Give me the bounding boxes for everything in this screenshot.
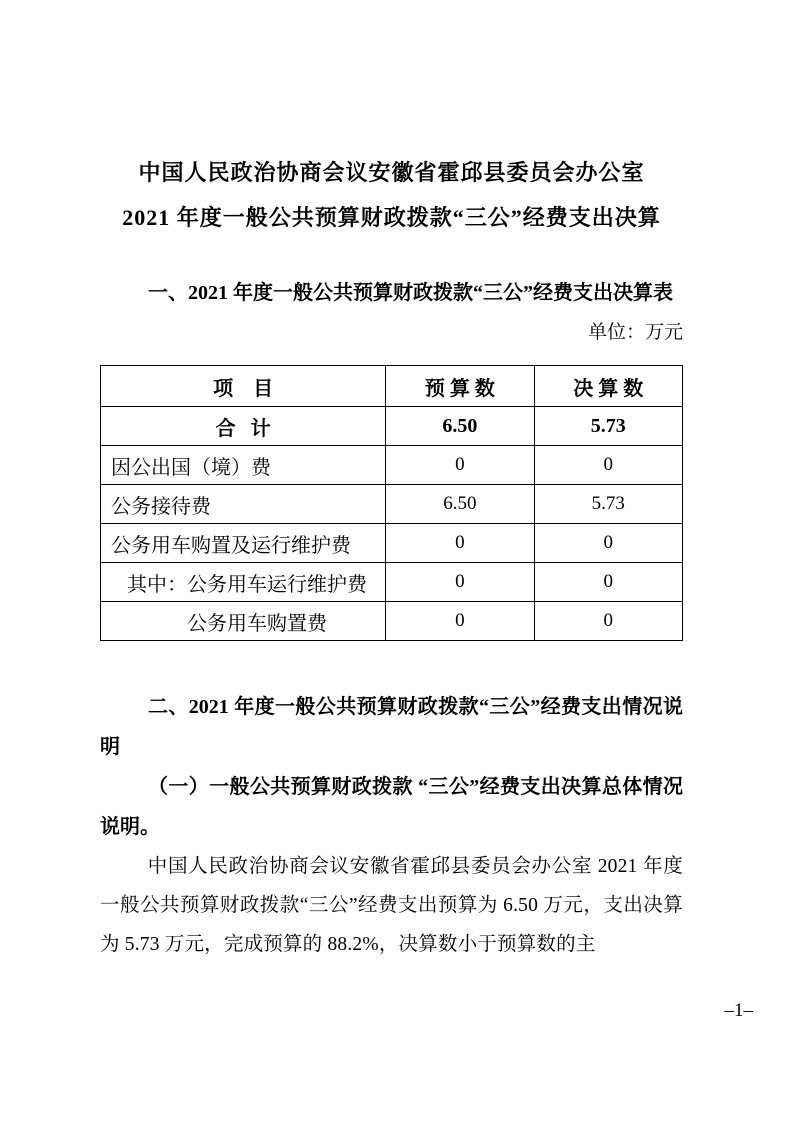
cell-budget: 0	[386, 602, 534, 641]
table-row-vehicle-operation	[101, 563, 683, 602]
title-line-2: 2021 年度一般公共预算财政拨款“三公”经费支出决算	[122, 205, 661, 230]
table-row-vehicle	[101, 524, 683, 563]
table-row-vehicle-purchase	[101, 602, 683, 641]
cell-item: 公务接待费	[101, 485, 386, 524]
page-number: –1–	[724, 1000, 753, 1021]
cell-item: 因公出国（境）费	[101, 446, 386, 485]
column-header-final: 决 算 数	[534, 366, 682, 407]
table-row-reception	[101, 485, 683, 524]
column-header-item: 项 目	[101, 366, 386, 407]
expense-table	[100, 365, 683, 641]
title-line-1: 中国人民政治协商会议安徽省霍邱县委员会办公室	[138, 160, 645, 185]
cell-item: 公务用车购置及运行维护费	[101, 524, 386, 563]
section2-heading: 二、2021 年度一般公共预算财政拨款“三公”经费支出情况说明	[100, 696, 683, 758]
cell-item: 公务用车购置费	[101, 602, 386, 641]
section2-subheading: （一）一般公共预算财政拨款 “三公”经费支出决算总体情况说明。	[100, 776, 683, 838]
column-header-budget: 预 算 数	[386, 366, 534, 407]
table-row-abroad	[101, 446, 683, 485]
cell-budget: 0	[386, 446, 534, 485]
cell-budget: 0	[386, 524, 534, 563]
cell-budget: 6.50	[386, 485, 534, 524]
section1-heading: 一、2021 年度一般公共预算财政拨款“三公”经费支出决算表	[148, 282, 673, 304]
cell-final: 0	[534, 524, 682, 563]
table-row-total	[101, 407, 683, 446]
cell-final: 0	[534, 446, 682, 485]
cell-budget: 6.50	[386, 407, 534, 446]
body-paragraph: 中国人民政治协商会议安徽省霍邱县委员会办公室 2021 年度一般公共预算财政拨款“三公”经费支出预算为 6.50 万元，支出决算为 5.73 万元，完成预算的 88.2%，决算数小于预算数的主	[100, 856, 683, 955]
cell-final: 0	[534, 602, 682, 641]
unit-label: 单位：万元	[587, 322, 683, 343]
cell-final: 5.73	[534, 407, 682, 446]
table-header-row	[101, 366, 683, 407]
cell-item: 其中：公务用车运行维护费	[101, 563, 386, 602]
cell-final: 5.73	[534, 485, 682, 524]
document-title	[100, 150, 683, 240]
cell-item: 合 计	[101, 407, 386, 446]
cell-budget: 0	[386, 563, 534, 602]
cell-final: 0	[534, 563, 682, 602]
